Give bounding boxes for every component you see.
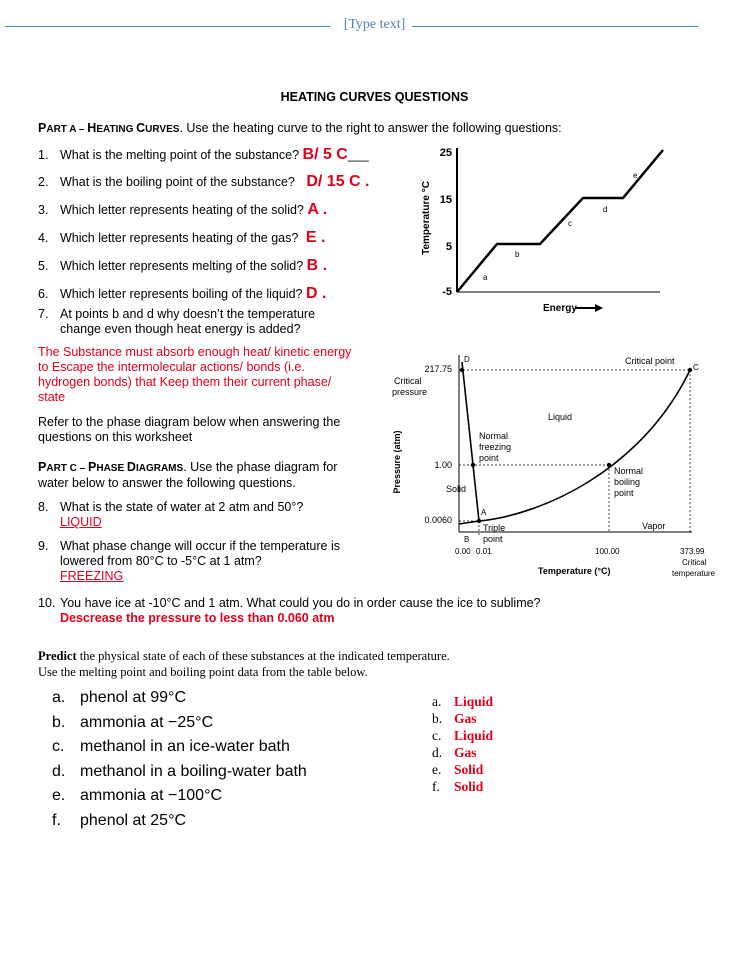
phase-ylabel: Pressure (atm) (392, 430, 402, 494)
segment-c: c (568, 219, 572, 228)
question-10: 10. You have ice at -10°C and 1 atm. What could you do in order cause the ice to sublime? Descrease the pressure to less than 0.060 atm (38, 596, 541, 625)
list-item: d. methanol in a boiling-water bath (52, 762, 307, 780)
list-item: e. Solid (432, 762, 484, 777)
list-item: f. Solid (432, 779, 484, 794)
segment-d: d (603, 205, 608, 214)
point-triple (477, 519, 481, 523)
part-c-heading: PART C – PHASE DIAGRAMS. Use the phase diagram for water below to answer the following questions. (38, 460, 338, 490)
point-d (460, 368, 464, 372)
answer-8: LIQUID (60, 515, 102, 529)
answer-10: Descrease the pressure to less than 0.060 atm (60, 611, 335, 625)
y-tick-25: 25 (439, 147, 452, 159)
y-tick-5: 5 (445, 241, 452, 253)
point-normal-boiling (607, 463, 611, 467)
heating-curve-ylabel: Temperature °C (421, 181, 432, 255)
list-item: c. methanol in an ice-water bath (52, 738, 290, 755)
question-7: 7. At points b and d why doesn’t the temperature change even though heat energy is added? (38, 307, 316, 336)
sublimation-curve (459, 521, 479, 524)
question-4: 4. Which letter represents heating of the gas? E . (38, 229, 326, 246)
list-item: a. phenol at 99°C (52, 689, 187, 706)
point-normal-freezing (471, 463, 475, 467)
critical-pressure-label-2: pressure (392, 387, 428, 397)
question-5: 5. Which letter represents melting of the solid? B . (38, 257, 328, 274)
heating-curve-xlabel: Energy (543, 303, 577, 314)
answer-5: B . (306, 257, 328, 274)
question-8: 8. What is the state of water at 2 atm and 50°? LIQUID (38, 500, 304, 529)
x-tick-100: 100.00 (595, 547, 620, 556)
answer-1: B/ 5 C (302, 146, 348, 163)
triple-point-label: Triple point (483, 523, 506, 544)
label-d: D (464, 355, 470, 364)
y-tick-critical-pressure: 217.75 (424, 364, 452, 374)
segment-b: b (515, 250, 520, 259)
answer-4: E . (305, 229, 326, 246)
y-tick-triple-pressure: 0.0060 (424, 515, 452, 525)
predict-instructions: Predict the physical state of each of these substances at the indicated temperature. Use the melting point and boiling point data from the table below. (38, 649, 450, 679)
normal-boiling-label: Normal boiling point (614, 466, 644, 498)
page-title: HEATING CURVES QUESTIONS (280, 90, 469, 104)
y-tick-15: 15 (439, 194, 452, 206)
critical-pressure-label-1: Critical (394, 376, 422, 386)
x-tick-001: 0.01 (476, 547, 492, 556)
list-item: e. ammonia at −100°C (52, 787, 223, 804)
list-item: f. phenol at 25°C (52, 811, 187, 829)
label-a: A (481, 508, 487, 517)
region-liquid: Liquid (548, 412, 573, 422)
predict-answer-list (432, 693, 493, 795)
answer-9: FREEZING (60, 569, 124, 583)
question-9: 9. What phase change will occur if the temperature is lowered from 80°C to -5°C at 1 atm? FREEZING (38, 539, 340, 583)
header-placeholder[interactable]: [Type text] (343, 17, 406, 32)
y-tick-neg5: -5 (442, 286, 452, 298)
list-item: a. Liquid (432, 694, 494, 709)
critical-temp-label-2: temperature (672, 569, 716, 578)
y-tick-1atm: 1.00 (434, 460, 452, 470)
list-item: c. Liquid (432, 728, 494, 743)
heating-curve-chart (415, 140, 680, 320)
label-b: B (464, 535, 470, 544)
x-tick-critical-temp: 373.99 (680, 547, 705, 556)
region-solid: Solid (446, 484, 467, 494)
question-1: 1. What is the melting point of the substance? B/ 5 C___ (38, 146, 369, 163)
refer-text: Refer to the phase diagram below when answering the questions on this worksheet (38, 415, 341, 444)
segment-a: a (483, 273, 488, 282)
critical-temp-label-1: Critical (682, 558, 707, 567)
point-c (688, 368, 692, 372)
part-a-heading: PART A – HEATING CURVES. Use the heating curve to the right to answer the following questions: (38, 121, 562, 135)
list-item: b. ammonia at −25°C (52, 713, 214, 731)
segment-e: e (633, 171, 638, 180)
critical-point-label: Critical point (625, 356, 675, 366)
list-item: b. Gas (432, 711, 477, 726)
energy-arrow-head (595, 304, 603, 312)
answer-2: D/ 15 C . (306, 173, 370, 190)
fusion-curve (462, 362, 479, 521)
region-vapor: Vapor (642, 521, 666, 531)
list-item: d. Gas (432, 745, 477, 760)
phase-diagram (372, 350, 737, 585)
label-c: C (693, 363, 699, 372)
answer-3: A . (307, 201, 328, 218)
x-tick-0: 0.00 (455, 547, 471, 556)
substance-list (52, 686, 307, 833)
question-6: 6. Which letter represents boiling of the liquid? D . (38, 285, 327, 302)
normal-freezing-label: Normal freezing point (479, 431, 512, 463)
answer-7: The Substance must absorb enough heat/ kinetic energy to Escape the intermolecular actions/ bonds (i.e. hydrogen bonds) that Keep them their current phase/ state (38, 345, 352, 404)
question-2: 2. What is the boiling point of the substance? D/ 15 C . (38, 173, 370, 190)
phase-xlabel: Temperature (°C) (538, 566, 611, 576)
question-3: 3. Which letter represents heating of the solid? A . (38, 201, 328, 218)
answer-6: D . (305, 285, 327, 302)
